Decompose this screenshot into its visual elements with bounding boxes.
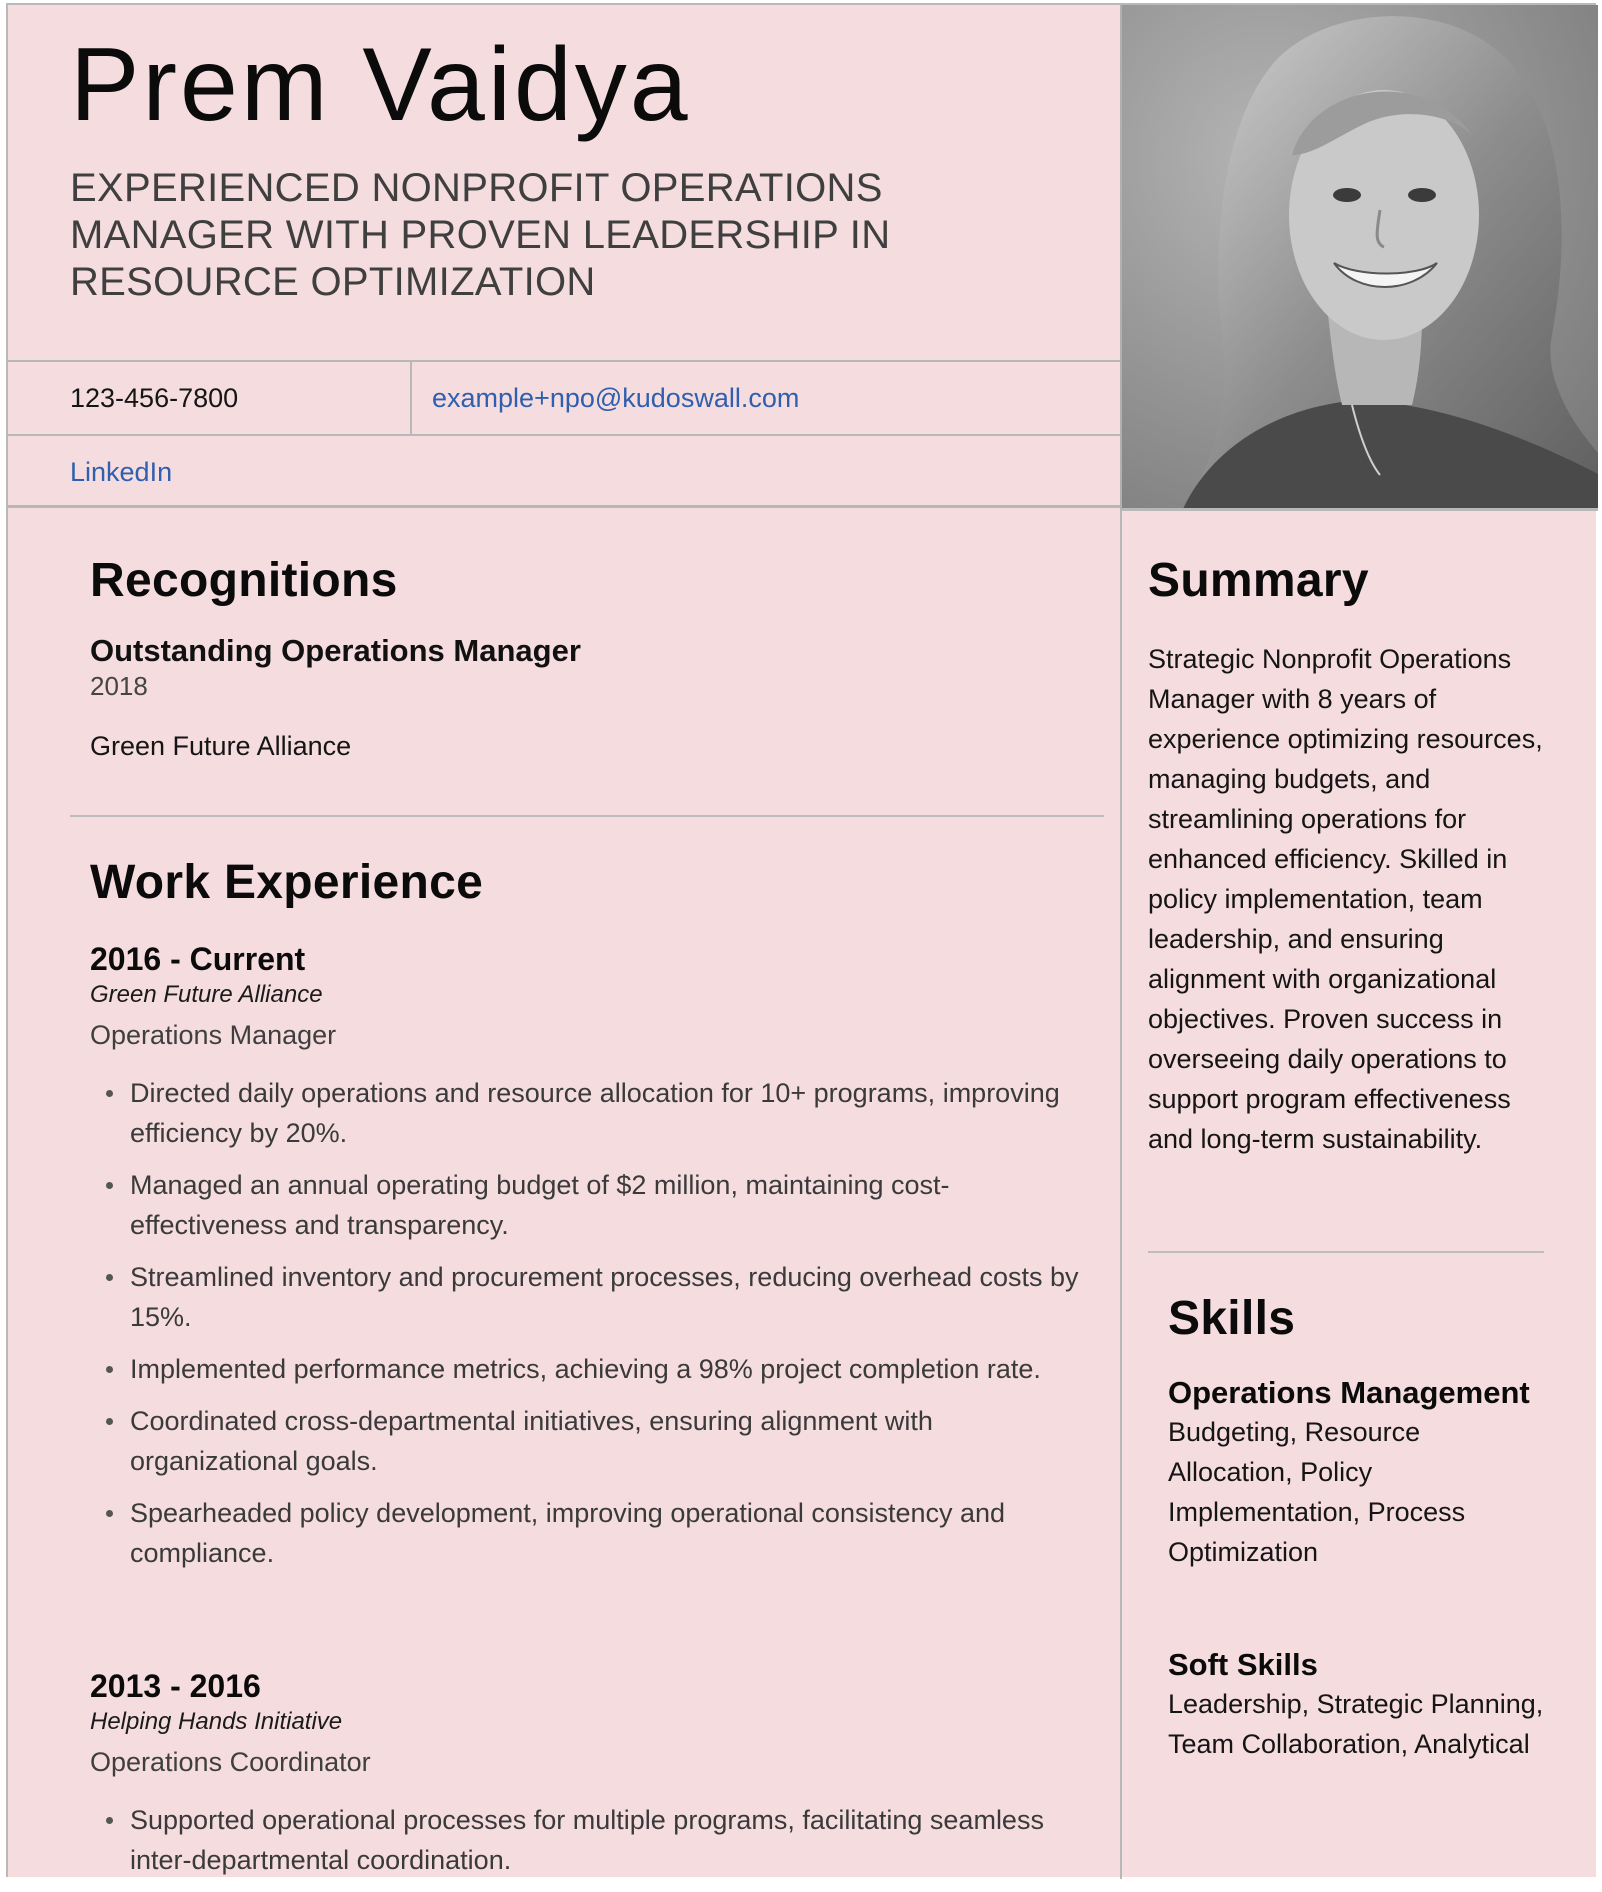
job-bullet: Streamlined inventory and procurement processes, reducing overhead costs by 15%. [90,1257,1100,1337]
recognition-name: Outstanding Operations Manager [90,633,581,668]
resume-header [8,5,1120,511]
column-divider [1120,511,1122,1879]
job-role: Operations Manager [90,1020,337,1050]
section-divider [70,815,1104,817]
skill-group [1168,1647,1548,1764]
skill-group-list: Leadership, Strategic Planning, Team Collaboration, Analytical [1168,1689,1544,1759]
job-company: Green Future Alliance [90,981,323,1008]
recognition-org: Green Future Alliance [90,731,352,761]
summary-text: Strategic Nonprofit Operations Manager with 8 years of experience optimizing resources, managing budgets, and streamlining operations for enhanced efficiency. Skilled in policy implementation, team leadership, and ensuring alignment with organizational objectives. Proven success in overseeing daily operations to support program effectiveness and long-term sustainability. [1148,644,1543,1154]
job-bullet: Directed daily operations and resource allocation for 10+ programs, improving efficiency by 20%. [90,1073,1100,1153]
profile-photo-image [1122,5,1598,511]
skill-group [1168,1375,1548,1572]
section-divider [1148,1251,1544,1253]
job-entry [90,1666,1100,1892]
candidate-name: Prem Vaidya [70,27,691,143]
job-bullet: Spearheaded policy development, improving operational consistency and compliance. [90,1493,1100,1573]
recognition-year: 2018 [90,671,148,701]
job-bullet: Coordinated cross-departmental initiatives, ensuring alignment with organizational goals. [90,1401,1100,1481]
contact-divider [410,362,412,434]
email-link[interactable]: example+npo@kudoswall.com [432,382,800,413]
skill-group-list: Budgeting, Resource Allocation, Policy Implementation, Process Optimization [1168,1417,1466,1567]
skill-group-name: Operations Management [1168,1375,1530,1410]
recognitions-heading: Recognitions [90,554,398,607]
contact-row-1 [8,360,1120,434]
resume-page [6,3,1596,1877]
job-period: 2016 - Current [90,941,306,977]
skills-heading: Skills [1168,1292,1296,1345]
job-company: Helping Hands Initiative [90,1708,343,1735]
summary-heading: Summary [1148,554,1369,607]
job-bullet: Supported operational processes for multiple programs, facilitating seamless inter-departmental coordination. [90,1800,1100,1880]
job-bullet: Implemented performance metrics, achieving a 98% project completion rate. [90,1349,1100,1389]
phone-number: 123-456-7800 [70,382,239,413]
job-role: Operations Coordinator [90,1747,371,1777]
linkedin-link[interactable]: LinkedIn [70,456,173,487]
job-bullet: Managed an annual operating budget of $2 million, maintaining cost-effectiveness and transparency. [90,1165,1100,1245]
profile-photo [1120,5,1598,511]
contact-row-2 [8,434,1120,508]
work-experience-heading: Work Experience [90,856,484,909]
job-period: 2013 - 2016 [90,1668,261,1704]
job-entry [90,939,1100,1585]
job-bullets [90,1800,1100,1880]
candidate-tagline: EXPERIENCED NONPROFIT OPERATIONS MANAGER WITH PROVEN LEADERSHIP IN RESOURCE OPTIMIZATION [70,166,891,304]
skill-group-name: Soft Skills [1168,1647,1318,1682]
job-bullets [90,1073,1100,1573]
